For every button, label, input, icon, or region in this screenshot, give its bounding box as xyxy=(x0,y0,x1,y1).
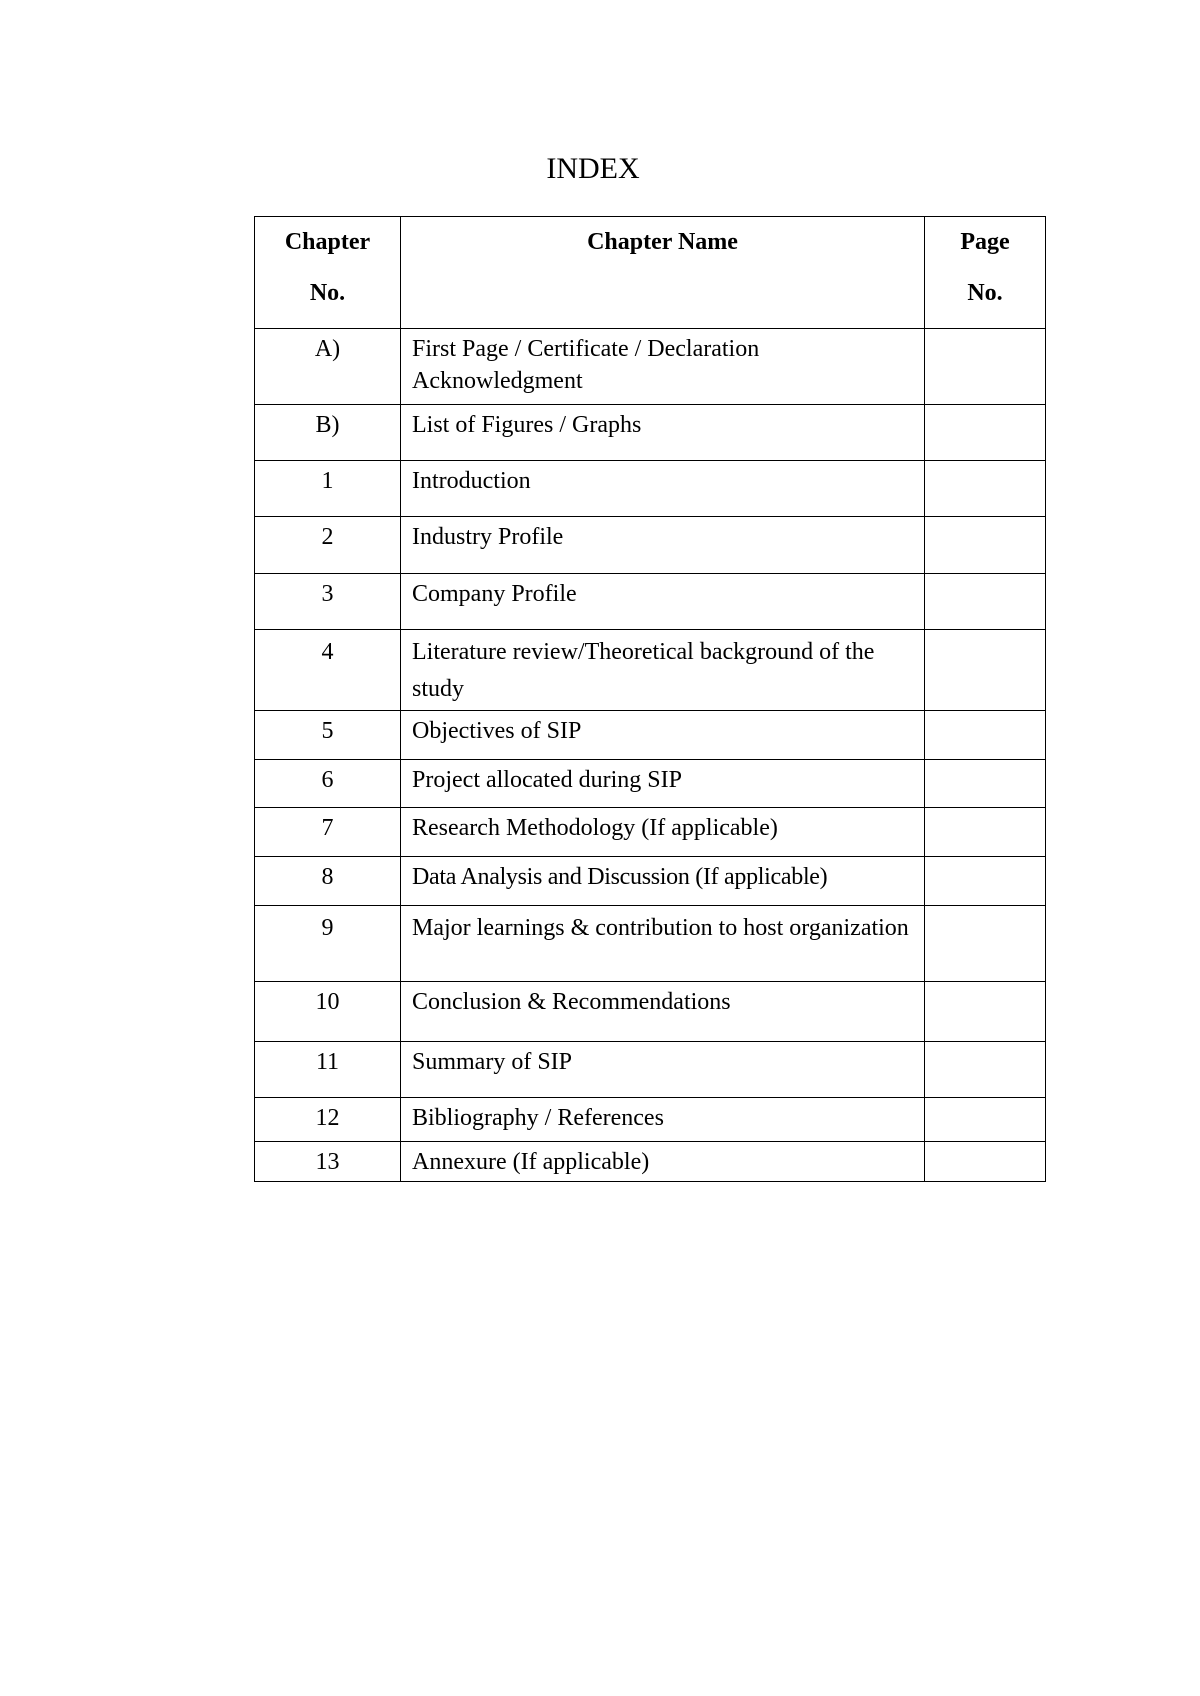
chapter-name: List of Figures / Graphs xyxy=(412,412,642,438)
chapter-name-cell xyxy=(401,329,925,405)
chapter-no: 1 xyxy=(321,468,334,494)
header-page-no-line1: Page xyxy=(960,229,1010,255)
table-row xyxy=(255,808,1046,857)
chapter-name: Bibliography / References xyxy=(412,1105,664,1131)
header-chapter-name-label: Chapter Name xyxy=(587,229,738,255)
chapter-name-cell xyxy=(401,461,925,517)
header-chapter-no xyxy=(255,217,401,329)
page-no-cell xyxy=(925,329,1046,405)
chapter-no-cell xyxy=(255,1142,401,1182)
page-no xyxy=(925,906,1045,910)
chapter-name-cell xyxy=(401,1142,925,1182)
page-no-cell xyxy=(925,405,1046,461)
chapter-no-cell xyxy=(255,982,401,1042)
chapter-name-cell xyxy=(401,1098,925,1142)
chapter-name: Industry Profile xyxy=(412,524,564,550)
chapter-name-cell xyxy=(401,630,925,711)
chapter-no-cell xyxy=(255,906,401,982)
table-row xyxy=(255,1098,1046,1142)
chapter-no: 4 xyxy=(321,639,334,665)
chapter-no-cell xyxy=(255,760,401,808)
chapter-no: 5 xyxy=(321,718,334,744)
page-no-cell xyxy=(925,857,1046,906)
chapter-name: Research Methodology (If applicable) xyxy=(412,815,778,841)
chapter-name-cell xyxy=(401,982,925,1042)
table-row xyxy=(255,711,1046,760)
chapter-name: Summary of SIP xyxy=(412,1049,573,1075)
page-no xyxy=(925,461,1045,465)
page-no xyxy=(925,630,1045,634)
table-header-row xyxy=(255,217,1046,329)
table-row xyxy=(255,1142,1046,1182)
table-row xyxy=(255,630,1046,711)
page-no xyxy=(925,517,1045,521)
page-no-cell xyxy=(925,982,1046,1042)
page-no xyxy=(925,574,1045,578)
chapter-name: Literature review/Theoretical background of the study xyxy=(412,639,875,702)
table-row xyxy=(255,857,1046,906)
chapter-no-cell xyxy=(255,1042,401,1098)
page-title: INDEX xyxy=(546,152,640,185)
page-no xyxy=(925,982,1045,986)
page-no xyxy=(925,405,1045,409)
chapter-no-cell xyxy=(255,574,401,630)
table-row xyxy=(255,461,1046,517)
chapter-no-cell xyxy=(255,711,401,760)
page-no xyxy=(925,1098,1045,1102)
page-no xyxy=(925,711,1045,715)
chapter-no: 10 xyxy=(315,989,340,1015)
chapter-no-cell xyxy=(255,405,401,461)
chapter-name-cell xyxy=(401,906,925,982)
chapter-name: Project allocated during SIP xyxy=(412,767,682,793)
chapter-name-cell xyxy=(401,857,925,906)
chapter-no: 6 xyxy=(321,767,334,793)
page-no xyxy=(925,1042,1045,1046)
page-no xyxy=(925,1142,1045,1146)
chapter-name: Objectives of SIP xyxy=(412,718,582,744)
chapter-name: Data Analysis and Discussion (If applicable) xyxy=(412,864,828,890)
header-page-no xyxy=(925,217,1046,329)
chapter-name-cell xyxy=(401,517,925,574)
header-chapter-name xyxy=(401,217,925,329)
chapter-no: 11 xyxy=(315,1049,340,1075)
chapter-no: 9 xyxy=(321,915,334,941)
chapter-no: 13 xyxy=(315,1149,340,1175)
chapter-no: 3 xyxy=(321,581,334,607)
page-no-cell xyxy=(925,574,1046,630)
page-no-cell xyxy=(925,461,1046,517)
chapter-name: Major learnings & contribution to host organization xyxy=(412,915,909,941)
table-row xyxy=(255,982,1046,1042)
chapter-name: Conclusion & Recommendations xyxy=(412,989,731,1015)
chapter-no: 8 xyxy=(321,864,334,890)
page-no-cell xyxy=(925,906,1046,982)
chapter-name-cell xyxy=(401,1042,925,1098)
page-no xyxy=(925,857,1045,861)
table-row xyxy=(255,329,1046,405)
page-no-cell xyxy=(925,808,1046,857)
header-chapter-no-line1: Chapter xyxy=(284,229,371,255)
page-no xyxy=(925,808,1045,812)
table-row xyxy=(255,517,1046,574)
chapter-no-cell xyxy=(255,808,401,857)
chapter-no: A) xyxy=(314,336,341,362)
chapter-name-cell xyxy=(401,760,925,808)
table-row xyxy=(255,760,1046,808)
chapter-name: First Page / Certificate / Declaration Acknowledgment xyxy=(412,336,760,394)
page-no-cell xyxy=(925,1042,1046,1098)
chapter-name-cell xyxy=(401,711,925,760)
table-row xyxy=(255,405,1046,461)
chapter-no-cell xyxy=(255,329,401,405)
chapter-name-cell xyxy=(401,574,925,630)
chapter-name: Annexure (If applicable) xyxy=(412,1149,650,1175)
chapter-no-cell xyxy=(255,461,401,517)
page-no xyxy=(925,760,1045,764)
page-no-cell xyxy=(925,1098,1046,1142)
chapter-name: Introduction xyxy=(412,468,531,494)
table-row xyxy=(255,1042,1046,1098)
chapter-name-cell xyxy=(401,405,925,461)
chapter-name: Company Profile xyxy=(412,581,577,607)
index-table xyxy=(254,216,1046,1182)
chapter-no: 12 xyxy=(315,1105,340,1131)
page-no-cell xyxy=(925,1142,1046,1182)
header-page-no-line2: No. xyxy=(967,280,1003,306)
chapter-no-cell xyxy=(255,517,401,574)
chapter-no-cell xyxy=(255,630,401,711)
chapter-no: B) xyxy=(315,412,340,438)
table-row xyxy=(255,906,1046,982)
page-no-cell xyxy=(925,760,1046,808)
page-no xyxy=(925,329,1045,333)
chapter-no-cell xyxy=(255,1098,401,1142)
page-no-cell xyxy=(925,711,1046,760)
table-row xyxy=(255,574,1046,630)
page-no-cell xyxy=(925,630,1046,711)
chapter-no-cell xyxy=(255,857,401,906)
chapter-name-cell xyxy=(401,808,925,857)
chapter-no: 2 xyxy=(321,524,334,550)
page-no-cell xyxy=(925,517,1046,574)
header-chapter-no-line2: No. xyxy=(309,280,346,306)
chapter-no: 7 xyxy=(321,815,334,841)
